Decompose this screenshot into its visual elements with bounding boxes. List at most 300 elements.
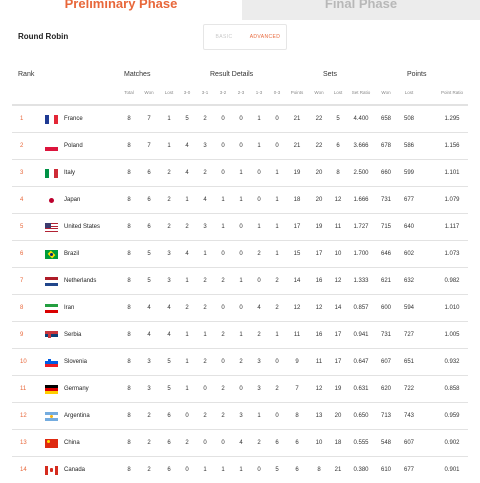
- table-row[interactable]: [12, 240, 468, 267]
- stat-cell: 0: [239, 386, 243, 392]
- stat-cell: 5: [167, 359, 171, 365]
- stat-cell: 22: [315, 116, 323, 122]
- stat-cell: 620: [380, 386, 391, 392]
- stat-cell: 6: [336, 143, 340, 149]
- stat-cell: 4: [167, 332, 171, 338]
- stat-cell: 4: [147, 305, 151, 311]
- stat-cell: 2: [147, 440, 151, 446]
- stat-cell: 16: [315, 332, 323, 338]
- stat-cell: 0: [257, 278, 261, 284]
- stat-cell: 1: [275, 251, 279, 257]
- stat-cell: 12: [293, 305, 301, 311]
- stat-cell: 13: [315, 413, 323, 419]
- stat-cell: 22: [315, 143, 323, 149]
- stat-cell: 7: [147, 116, 151, 122]
- stat-cell: 2: [221, 332, 225, 338]
- stat-cell: 9: [295, 359, 299, 365]
- stat-cell: 1: [257, 224, 261, 230]
- stat-cell: 1: [167, 116, 171, 122]
- stat-cell: 0: [221, 440, 225, 446]
- stat-cell: 599: [403, 170, 414, 176]
- team-name[interactable]: France: [64, 116, 83, 122]
- stat-cell: 1: [185, 332, 189, 338]
- stat-cell: 20: [334, 413, 342, 419]
- stat-cell: 1: [185, 278, 189, 284]
- stat-cell: 2: [167, 197, 171, 203]
- stat-cell: 0.902: [444, 440, 460, 446]
- subheader-14: Lost: [404, 90, 414, 95]
- table-row[interactable]: [12, 294, 468, 321]
- stat-cell: 14: [334, 305, 342, 311]
- stat-cell: 1: [275, 170, 279, 176]
- stat-cell: 2: [203, 170, 207, 176]
- stat-cell: 3: [167, 278, 171, 284]
- rank-cell: 8: [20, 305, 24, 311]
- stat-cell: 0.959: [444, 413, 460, 419]
- stat-cell: 7: [295, 386, 299, 392]
- stat-cell: 6: [147, 197, 151, 203]
- stat-cell: 1: [275, 332, 279, 338]
- stat-cell: 2: [275, 278, 279, 284]
- team-name[interactable]: Serbia: [64, 332, 82, 338]
- stat-cell: 8: [127, 359, 131, 365]
- stat-cell: 8: [317, 467, 321, 473]
- stat-cell: 1: [239, 278, 243, 284]
- subheader-4: 3-1: [201, 90, 209, 95]
- stat-cell: 607: [380, 359, 391, 365]
- team-name[interactable]: Slovenia: [64, 359, 88, 365]
- stat-cell: 594: [403, 305, 414, 311]
- stat-cell: 0: [239, 305, 243, 311]
- stat-cell: 2: [275, 305, 279, 311]
- stat-cell: 20: [315, 197, 323, 203]
- stat-cell: 0.858: [444, 386, 460, 392]
- stat-cell: 21: [293, 116, 301, 122]
- stat-cell: 19: [315, 224, 323, 230]
- stat-cell: 1: [221, 197, 225, 203]
- stat-cell: 1.700: [353, 251, 369, 257]
- stat-cell: 11: [334, 224, 342, 230]
- stat-cell: 18: [334, 440, 342, 446]
- stat-cell: 0: [239, 251, 243, 257]
- stat-cell: 0: [185, 467, 189, 473]
- stat-cell: 1.010: [444, 305, 460, 311]
- stat-cell: 0: [221, 359, 225, 365]
- stat-cell: 610: [380, 467, 391, 473]
- subheader-6: 2-3: [237, 90, 245, 95]
- stat-cell: 19: [334, 386, 342, 392]
- stat-cell: 8: [127, 116, 131, 122]
- stat-cell: 8: [127, 413, 131, 419]
- header-points: Points: [407, 71, 427, 78]
- stat-cell: 0: [221, 143, 225, 149]
- canada-flag-icon: [45, 466, 58, 475]
- stat-cell: 8: [127, 251, 131, 257]
- stat-cell: 5: [185, 116, 189, 122]
- stat-cell: 4: [185, 251, 189, 257]
- stat-cell: 11: [315, 359, 323, 365]
- table-row[interactable]: [12, 132, 468, 159]
- stat-cell: 2: [275, 386, 279, 392]
- stat-cell: 2: [221, 278, 225, 284]
- subheader-15: Point Ratio: [440, 90, 463, 95]
- stat-cell: 6: [147, 170, 151, 176]
- view-toggle: [203, 24, 287, 50]
- subheader-7: 1-3: [255, 90, 263, 95]
- stat-cell: 640: [403, 224, 414, 230]
- stat-cell: 0.555: [353, 440, 369, 446]
- stat-cell: 0: [275, 413, 279, 419]
- serbia-flag-icon: [45, 331, 58, 340]
- stat-cell: 677: [403, 197, 414, 203]
- stat-cell: 4: [147, 332, 151, 338]
- stat-cell: 1: [203, 467, 207, 473]
- stat-cell: 8: [127, 386, 131, 392]
- china-flag-icon: [45, 439, 58, 448]
- stat-cell: 3: [203, 224, 207, 230]
- stat-cell: 2: [203, 305, 207, 311]
- poland-flag-icon: [45, 142, 58, 151]
- stat-cell: 2: [147, 413, 151, 419]
- stat-cell: 11: [293, 332, 301, 338]
- table-row[interactable]: [12, 348, 468, 375]
- stat-cell: 508: [403, 116, 414, 122]
- stat-cell: 0.901: [444, 467, 460, 473]
- team-name[interactable]: Brazil: [64, 251, 80, 257]
- stat-cell: 0.932: [444, 359, 460, 365]
- stat-cell: 6: [295, 440, 299, 446]
- stat-cell: 1.101: [444, 170, 460, 176]
- stat-cell: 2: [185, 440, 189, 446]
- stat-cell: 2.500: [353, 170, 369, 176]
- slovenia-flag-icon: [45, 358, 58, 367]
- stat-cell: 0.857: [353, 305, 369, 311]
- brazil-flag-icon: [45, 250, 58, 259]
- stat-cell: 1: [257, 143, 261, 149]
- stat-cell: 0: [239, 224, 243, 230]
- stat-cell: 2: [147, 467, 151, 473]
- stat-cell: 677: [403, 467, 414, 473]
- stat-cell: 2: [221, 413, 225, 419]
- stat-cell: 1.727: [353, 224, 369, 230]
- stat-cell: 2: [167, 224, 171, 230]
- header-sets: Sets: [323, 71, 338, 78]
- table-row[interactable]: [12, 267, 468, 294]
- subheader-12: Set Ratio: [351, 90, 371, 95]
- rank-cell: 4: [20, 197, 24, 203]
- japan-flag-icon: [45, 196, 58, 205]
- stat-cell: 2: [167, 170, 171, 176]
- stat-cell: 19: [293, 170, 301, 176]
- stat-cell: 17: [334, 332, 342, 338]
- stat-cell: 8: [127, 467, 131, 473]
- stat-cell: 17: [334, 359, 342, 365]
- stat-cell: 0: [221, 170, 225, 176]
- germany-flag-icon: [45, 385, 58, 394]
- stat-cell: 1.666: [353, 197, 369, 203]
- stat-cell: 3.666: [353, 143, 369, 149]
- stat-cell: 1.073: [444, 251, 460, 257]
- stat-cell: 8: [127, 143, 131, 149]
- team-name[interactable]: Italy: [64, 170, 76, 176]
- stat-cell: 1: [203, 332, 207, 338]
- rank-cell: 11: [20, 386, 27, 392]
- stat-cell: 0: [203, 386, 207, 392]
- team-name[interactable]: Canada: [64, 467, 86, 473]
- stat-cell: 2: [185, 224, 189, 230]
- italy-flag-icon: [45, 169, 58, 178]
- usa-flag-icon: [45, 223, 58, 232]
- stat-cell: 2: [185, 305, 189, 311]
- stat-cell: 1: [185, 386, 189, 392]
- stat-cell: 0: [239, 116, 243, 122]
- stat-cell: 5: [147, 278, 151, 284]
- stat-cell: 731: [380, 197, 391, 203]
- stat-cell: 1: [185, 359, 189, 365]
- stat-cell: 621: [380, 278, 391, 284]
- stat-cell: 8: [127, 278, 131, 284]
- team-name[interactable]: Netherlands: [64, 278, 97, 284]
- team-name[interactable]: Iran: [64, 305, 75, 311]
- team-name[interactable]: Poland: [64, 143, 83, 149]
- argentina-flag-icon: [45, 412, 58, 421]
- stat-cell: 7: [147, 143, 151, 149]
- toggle-advanced[interactable]: ADVANCED: [249, 34, 281, 40]
- stat-cell: 1: [221, 467, 225, 473]
- stat-cell: 12: [334, 197, 342, 203]
- stat-cell: 8: [295, 413, 299, 419]
- table-row[interactable]: [12, 375, 468, 402]
- table-row[interactable]: [12, 321, 468, 348]
- stat-cell: 4: [185, 170, 189, 176]
- rank-cell: 7: [20, 278, 24, 284]
- stat-cell: 1.333: [353, 278, 369, 284]
- france-flag-icon: [45, 115, 58, 124]
- stat-cell: 646: [380, 251, 391, 257]
- subheader-0: Total: [124, 90, 134, 95]
- stat-cell: 0: [275, 116, 279, 122]
- stat-cell: 6: [275, 440, 279, 446]
- stat-cell: 1.079: [444, 197, 460, 203]
- toggle-basic[interactable]: BASIC: [215, 34, 233, 40]
- stat-cell: 548: [380, 440, 391, 446]
- stat-cell: 651: [403, 359, 414, 365]
- stat-cell: 1: [221, 224, 225, 230]
- stat-cell: 12: [334, 278, 342, 284]
- netherlands-flag-icon: [45, 277, 58, 286]
- stat-cell: 4: [257, 305, 261, 311]
- rank-cell: 1: [20, 116, 24, 122]
- iran-flag-icon: [45, 304, 58, 313]
- stat-cell: 2: [257, 251, 261, 257]
- table-row[interactable]: [12, 105, 468, 132]
- stat-cell: 12: [315, 305, 323, 311]
- header-result-details: Result Details: [210, 71, 254, 78]
- stat-cell: 678: [380, 143, 391, 149]
- stat-cell: 743: [403, 413, 414, 419]
- table-row[interactable]: [12, 429, 468, 456]
- stat-cell: 10: [334, 251, 342, 257]
- stat-cell: 1: [239, 332, 243, 338]
- stat-cell: 1.156: [444, 143, 460, 149]
- stat-cell: 4: [239, 440, 243, 446]
- stat-cell: 0: [257, 467, 261, 473]
- stat-cell: 0.941: [353, 332, 369, 338]
- stat-cell: 21: [293, 143, 301, 149]
- stat-cell: 607: [403, 440, 414, 446]
- stat-cell: 21: [334, 467, 342, 473]
- stat-cell: 14: [293, 278, 301, 284]
- stat-cell: 715: [380, 224, 391, 230]
- stat-cell: 727: [403, 332, 414, 338]
- stat-cell: 1.295: [444, 116, 460, 122]
- stat-cell: 0: [221, 251, 225, 257]
- table-row[interactable]: [12, 456, 468, 483]
- stat-cell: 2: [257, 440, 261, 446]
- table-row[interactable]: [12, 186, 468, 213]
- table-row[interactable]: [12, 402, 468, 429]
- stat-cell: 0.982: [444, 278, 460, 284]
- stat-cell: 713: [380, 413, 391, 419]
- stat-cell: 0: [221, 116, 225, 122]
- stat-cell: 600: [380, 305, 391, 311]
- stat-cell: 1: [239, 170, 243, 176]
- stat-cell: 15: [293, 251, 301, 257]
- rank-cell: 10: [20, 359, 27, 365]
- stat-cell: 3: [257, 386, 261, 392]
- round-robin-title: Round Robin: [18, 32, 69, 41]
- subheader-3: 3-0: [183, 90, 191, 95]
- stat-cell: 2: [221, 386, 225, 392]
- stat-cell: 6: [147, 224, 151, 230]
- stat-cell: 3: [147, 359, 151, 365]
- stat-cell: 6: [167, 440, 171, 446]
- rank-cell: 13: [20, 440, 27, 446]
- stat-cell: 3: [257, 359, 261, 365]
- subheader-5: 3-2: [219, 90, 227, 95]
- team-name[interactable]: Japan: [64, 197, 81, 203]
- stat-cell: 722: [403, 386, 414, 392]
- stat-cell: 16: [315, 278, 323, 284]
- stat-cell: 0: [203, 440, 207, 446]
- stat-cell: 0: [275, 143, 279, 149]
- phase-tabs: [0, 0, 480, 20]
- rank-cell: 14: [20, 467, 27, 473]
- stat-cell: 0: [221, 305, 225, 311]
- stat-cell: 0.631: [353, 386, 369, 392]
- stat-cell: 18: [293, 197, 301, 203]
- tab-final-phase[interactable]: Final Phase: [242, 0, 480, 20]
- stat-cell: 2: [239, 359, 243, 365]
- stat-cell: 5: [147, 251, 151, 257]
- stat-cell: 0: [185, 413, 189, 419]
- stat-cell: 5: [336, 116, 340, 122]
- stat-cell: 1: [203, 251, 207, 257]
- stat-cell: 1: [275, 224, 279, 230]
- stat-cell: 632: [403, 278, 414, 284]
- stat-cell: 20: [315, 170, 323, 176]
- stat-cell: 1: [275, 197, 279, 203]
- stat-cell: 0.380: [353, 467, 369, 473]
- stat-cell: 5: [167, 386, 171, 392]
- stat-cell: 8: [336, 170, 340, 176]
- team-name[interactable]: United States: [64, 224, 101, 230]
- team-name[interactable]: Argentina: [64, 413, 90, 419]
- rank-cell: 6: [20, 251, 24, 257]
- stat-cell: 3: [203, 143, 207, 149]
- stat-cell: 10: [315, 440, 323, 446]
- stat-cell: 1: [239, 467, 243, 473]
- stat-cell: 2: [203, 413, 207, 419]
- stat-cell: 2: [203, 116, 207, 122]
- stat-cell: 4: [185, 143, 189, 149]
- stat-cell: 1: [239, 197, 243, 203]
- stat-cell: 3: [167, 251, 171, 257]
- rank-cell: 9: [20, 332, 24, 338]
- stat-cell: 0: [257, 170, 261, 176]
- stat-cell: 8: [127, 170, 131, 176]
- subheader-10: Won: [314, 90, 324, 95]
- stat-cell: 8: [127, 224, 131, 230]
- stat-cell: 8: [127, 332, 131, 338]
- stat-cell: 4: [203, 197, 207, 203]
- table-row[interactable]: [12, 213, 468, 240]
- stat-cell: 660: [380, 170, 391, 176]
- stat-cell: 8: [127, 197, 131, 203]
- stat-cell: 6: [167, 413, 171, 419]
- stat-cell: 17: [315, 251, 323, 257]
- stat-cell: 4: [167, 305, 171, 311]
- rank-cell: 12: [20, 413, 27, 419]
- stat-cell: 8: [127, 440, 131, 446]
- stat-cell: 2: [257, 332, 261, 338]
- stat-cell: 1.005: [444, 332, 460, 338]
- stat-cell: 658: [380, 116, 391, 122]
- stat-cell: 17: [293, 224, 301, 230]
- stat-cell: 6: [295, 467, 299, 473]
- stat-cell: 731: [380, 332, 391, 338]
- subheader-11: Lost: [333, 90, 343, 95]
- subheader-8: 0-3: [273, 90, 281, 95]
- stat-cell: 0: [239, 143, 243, 149]
- header-rank: Rank: [18, 71, 35, 78]
- stat-cell: 0.647: [353, 359, 369, 365]
- stat-cell: 2: [203, 278, 207, 284]
- stat-cell: 1: [167, 143, 171, 149]
- stat-cell: 0.650: [353, 413, 369, 419]
- subheader-1: Won: [144, 90, 154, 95]
- stat-cell: 0: [275, 359, 279, 365]
- stat-cell: 6: [167, 467, 171, 473]
- stat-cell: 586: [403, 143, 414, 149]
- subheader-2: Lost: [164, 90, 174, 95]
- team-name[interactable]: China: [64, 440, 80, 446]
- stat-cell: 4.400: [353, 116, 369, 122]
- subheader-13: Won: [381, 90, 391, 95]
- stat-cell: 602: [403, 251, 414, 257]
- rank-cell: 5: [20, 224, 24, 230]
- rank-cell: 2: [20, 143, 24, 149]
- tab-preliminary-phase[interactable]: Preliminary Phase: [0, 0, 242, 20]
- stat-cell: 0: [257, 197, 261, 203]
- stat-cell: 3: [239, 413, 243, 419]
- stat-cell: 5: [275, 467, 279, 473]
- team-name[interactable]: Germany: [64, 386, 89, 392]
- stat-cell: 1: [185, 197, 189, 203]
- rank-cell: 3: [20, 170, 24, 176]
- stat-cell: 3: [147, 386, 151, 392]
- table-row[interactable]: [12, 159, 468, 186]
